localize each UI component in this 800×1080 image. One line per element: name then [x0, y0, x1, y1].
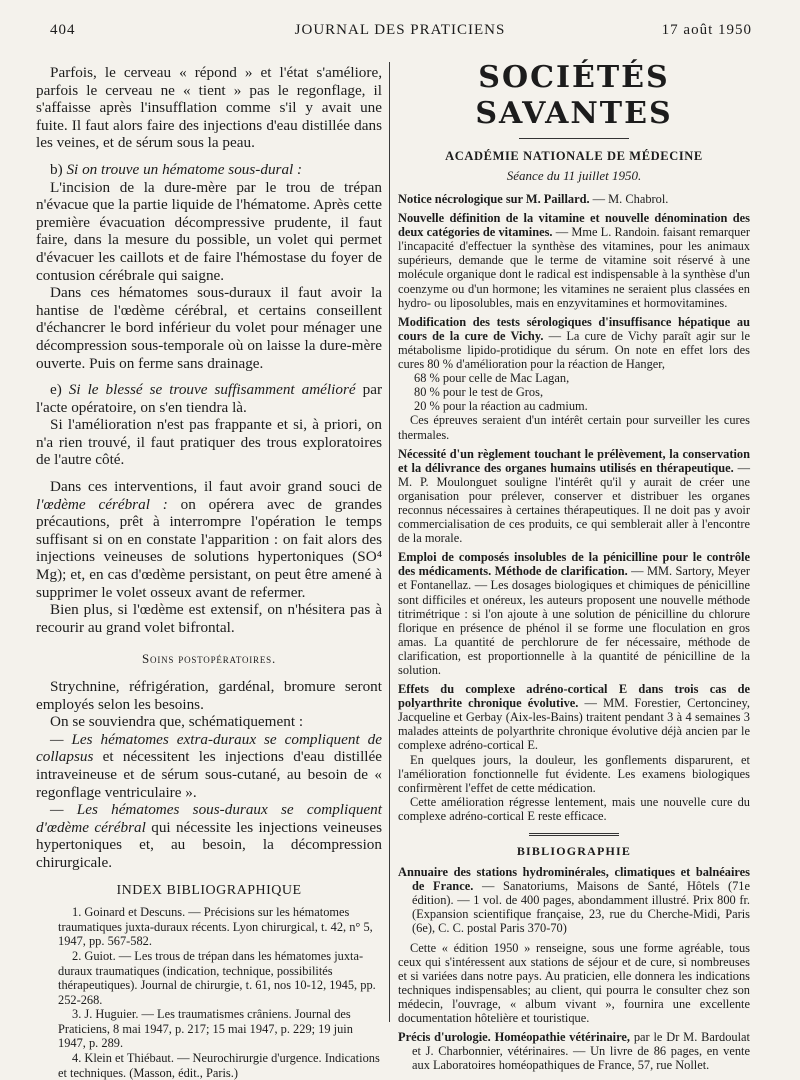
- notice-item: [398, 550, 750, 677]
- item-title: Modification des tests sérologiques d'insuffisance hépatique au cours de la cure de Vichy.: [398, 314, 750, 343]
- paragraph: [36, 801, 382, 871]
- notice-item: [398, 682, 750, 752]
- reference-item: 3. J. Huguier. — Les traumatismes crâniens. Journal des Praticiens, 8 mai 1947, p. 217; 15 mai 1947, p. 229; 19 juin 1947, p. 289.: [58, 1007, 353, 1051]
- paragraph: Cette « édition 1950 » renseigne, sous une forme agréable, tous ceux qui s'intéressent aux stations de séjour et de cure, si nombreuses et si variées dans notre pays. Au praticien, elle donnera les indications techniques indispensables; au client, qui pourra le consulter chez son médecin, l'ouvrage, « album vivant », fournira une excellente documentation hôtelière et touristique.: [398, 940, 750, 1025]
- paragraph: [36, 731, 382, 801]
- paragraph-text: par l'acte opératoire, on s'en tiendra là.: [36, 381, 382, 416]
- emphasis: l'œdème cérébral :: [36, 495, 168, 513]
- list-label: e): [50, 381, 62, 399]
- item-text: par le Dr M. Bardoulat et J. Charbonnier, vétérinaires. — Un livre de 86 pages, en vente aux Laboratoires homéopathiques de France, 57, rue Nollet.: [412, 1030, 750, 1073]
- subheading-e: [36, 381, 382, 416]
- page-header: [40, 22, 760, 44]
- item-text: — M. P. Moulonguet souligne l'intérêt qu'il y aurait de créer une organisation pour prélever, conserver et distribuer les organes reconnus nécessaires à certaines thérapeutiques. Il ne doit pas y avoir commercialisation de ces produits, ce qui semblerait aller à l'encontre de la morale.: [398, 460, 750, 546]
- paragraph: [36, 478, 382, 601]
- paragraph: En quelques jours, la douleur, les gonflements disparurent, et l'amélioration fonctionnelle fut évidente. Les examens biologiques confirmèrent l'effet de cette médication.: [398, 752, 750, 795]
- reference-item: 4. Klein et Thiébaut. — Neurochirurgie d'urgence. Indications et techniques. (Masson, édit., Paris.): [58, 1051, 380, 1080]
- item-title: Annuaire des stations hydrominérales, climatiques et balnéaires de France.: [398, 865, 750, 894]
- notice-item: [398, 192, 750, 206]
- reference-item: 2. Guiot. — Les trous de trépan dans les hématomes juxta-duraux traumatiques (indication, technique, possibilités thérapeutiques). Journal de chirurgie, t. 61, nos 10-12, 1945, pp. 252-268.: [58, 948, 376, 1007]
- notice-item: [398, 447, 750, 546]
- item-text: — Mme L. Randoin. faisant remarquer l'incapacité d'effectuer la synthèse des vitamines, pour les animaux supérieurs, demande que le terme de vitamine soit réservé à une molécule organique dont le radical est indispensable à la synthèse d'un coenzyme ou d'un hormone; les vitamines ne seraient plus classées en hydro- ou liposolubles, mais en enzyvitamines et hormovitamines.: [398, 225, 750, 310]
- paragraph: Strychnine, réfrigération, gardénal, bromure seront employés selon les besoins.: [36, 678, 382, 713]
- item-title: Nouvelle définition de la vitamine et nouvelle dénomination des deux catégories de vitamines.: [398, 211, 750, 240]
- text-run: Dans ces interventions, il faut avoir grand souci de: [50, 478, 382, 496]
- paragraph: Dans ces hématomes sous-duraux il faut avoir la hantise de l'œdème cérébral, et certains conseillent d'échancrer le bord inférieur du volet pour ménager une décompression sous-temporale où on laisse la dure-mère ouverte. Puis on ferme sans drainage.: [36, 284, 382, 372]
- item-title: Effets du complexe adréno-cortical E dans trois cas de polyarthrite chronique évolutive.: [398, 682, 750, 711]
- item-text: — M. Chabrol.: [589, 192, 669, 206]
- bibliography-heading: INDEX BIBLIOGRAPHIQUE: [116, 882, 302, 898]
- session-date: Séance du 11 juillet 1950.: [506, 168, 642, 183]
- paragraph: Cette amélioration régresse lentement, mais une nouvelle cure du complexe adréno-cortical E reste efficace.: [398, 794, 750, 823]
- list-label: b): [50, 160, 63, 178]
- journal-title: JOURNAL DES PRATICIENS: [294, 22, 506, 38]
- paragraph: Bien plus, si l'œdème est extensif, on n'hésitera pas à recourir au grand volet bifrontal.: [36, 601, 382, 636]
- item-text: — Sanatoriums, Maisons de Santé, Hôtels (71e édition). — 1 vol. de 400 pages, abondamment illustré. Prix 800 fr. (Expansion scientifique française, 23, rue du Cherche-Midi, Paris (6e), C. C. postal Paris 370-70): [412, 879, 750, 936]
- right-column: [398, 60, 750, 1072]
- academy-heading: ACADÉMIE NATIONALE DE MÉDECINE: [445, 149, 703, 163]
- item-text: — La cure de Vichy paraît agir sur le métabolisme lipido-protidique du sérum. On note en effet lors des cures 80 % d'amélioration pour la réaction de Hanger,: [398, 328, 750, 372]
- column-divider: [389, 62, 390, 1022]
- item-title: Nécessité d'un règlement touchant le prélèvement, la conservation et la délivrance des organes humains utilisés en thérapeutique.: [398, 446, 750, 475]
- left-column: [36, 64, 382, 1080]
- text-run: on opérera avec de grandes précautions, prêt à interrompre l'opération le temps suffisant si on en constate l'apparition : on fait alors des injections veineuses de solutions hypertoniques (SO⁴ Mg); et, en cas d'œdème persistant, on peut être amené à supprimer le volet osseux avant de refermer.: [36, 495, 382, 601]
- emphasis: — Les hématomes extra-duraux se compliquent de collapsus: [36, 730, 382, 766]
- text-run: qui nécessite les injections veineuses hypertoniques et, au besoin, la décompression chirurgicale.: [36, 818, 382, 871]
- item-title: Précis d'urologie. Homéopathie vétérinaire,: [398, 1030, 630, 1045]
- subheading-b: [36, 161, 382, 179]
- result-line: 68 % pour celle de Mac Lagan,: [414, 371, 570, 386]
- paragraph: Si l'amélioration n'est pas frappante et si, à priori, on n'a rien trouvé, il faut pratiquer des trous exploratoires de l'autre côté.: [36, 416, 382, 469]
- emphasis: — Les hématomes sous-duraux se compliquent d'œdème cérébral: [36, 801, 382, 836]
- subheading-text: Si le blessé se trouve suffisamment amélioré: [68, 381, 356, 399]
- title-rule: [519, 138, 629, 139]
- reference-item: 1. Goinard et Descuns. — Précisions sur les hématomes traumatiques juxta-duraux récents. Lyon chirurgical, t. 42, n° 5, 1947, pp. 567-582.: [58, 905, 373, 949]
- paragraph: L'incision de la dure-mère par le trou de trépan n'évacue que la partie liquide de l'hématome. Après cette première évacuation décompressive prudente, il faut faire, dans la mesure du possible, un volet qui permet d'évacuer les caillots et de faire l'hémostase du foyer de contusion cérébrale qui saigne.: [36, 178, 382, 284]
- item-text: — MM. Forestier, Certonciney, Jacqueline et Gerbay (Aix-les-Bains) traitent pendant 3 à 4 semaines 3 malades atteints de polyarthrite chronique évolutive déjà ancien par le complexe adréno-cortical E.: [398, 696, 750, 753]
- section-title: SOCIÉTÉS SAVANTES: [475, 60, 673, 131]
- item-title: Notice nécrologique sur M. Paillard.: [398, 192, 590, 206]
- bibliography-heading: BIBLIOGRAPHIE: [516, 844, 632, 859]
- result-line: 80 % pour le test de Gros,: [414, 385, 544, 400]
- paragraph: Ces épreuves seraient d'un intérêt certain pour surveiller les cures thermales.: [398, 413, 750, 442]
- item-text: — MM. Sartory, Meyer et Fontanellaz. — Les dosages biologiques et chimiques de pénicilline sont difficiles et onéreux, les auteurs proposent une nouvelle méthode titrimétrique : si l'on ajoute à une solution de pénicilline du chlorure florique en présence de phénol il se forme une floculation en gros amas. La quantité de perchlorure de fer nécessaire, méthode de clarification, est proportionnelle à la quantité de pénicilline de la solution.: [398, 564, 750, 677]
- text-run: et nécessitent les injections d'eau distillée intraveineuse et de sérum sous-cutané, au besoin de « regonflage ventriculaire ».: [36, 748, 382, 801]
- item-title: Emploi de composés insolubles de la pénicilline pour le contrôle des médicaments. Méthode de clarification.: [398, 550, 750, 579]
- paragraph: Parfois, le cerveau « répond » et l'état s'améliore, parfois le cerveau ne « tient » pas le regonflage, il s'affaisse après l'insufflation comme s'il y avait une fuite. Il faut alors faire des injections d'eau distillée dans les veines, et de sérum sous la peau.: [36, 64, 382, 152]
- bibliography-entry: [398, 865, 750, 935]
- section-rule: [529, 833, 619, 836]
- issue-date: 17 août 1950: [661, 22, 752, 38]
- notice-item: [398, 315, 750, 371]
- subheading-text: Si on trouve un hématome sous-dural :: [66, 160, 303, 178]
- page-number: 404: [50, 22, 76, 38]
- bibliography-entry: [398, 1030, 750, 1072]
- result-line: 20 % pour la réaction au cadmium.: [414, 399, 588, 414]
- notice-item: [398, 211, 750, 310]
- section-heading: Soins postopératoires.: [141, 651, 277, 667]
- paragraph: On se souviendra que, schématiquement :: [50, 713, 304, 731]
